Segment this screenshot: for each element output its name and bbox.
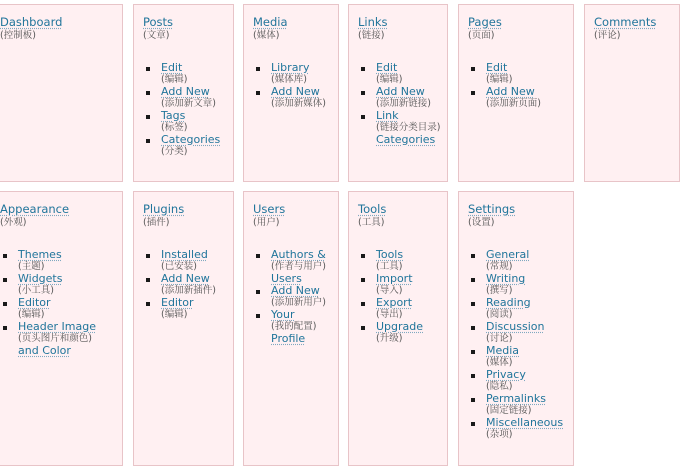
submenu-item-users-your — [256, 309, 326, 345]
submenu-cn-label: (升级) — [376, 333, 403, 344]
menu-appearance-cn-label: (外观) — [0, 217, 27, 228]
submenu-item-appearance-themes — [3, 249, 96, 273]
submenu-item-settings-privacy — [471, 369, 563, 393]
submenu-item-pages-add-new — [471, 86, 541, 110]
submenu-users — [256, 249, 326, 345]
submenu-link-edit[interactable]: Edit — [486, 61, 508, 74]
submenu-cn-label: (编辑) — [161, 74, 188, 85]
submenu-cn-label: (媒体) — [486, 357, 513, 368]
menu-comments-cn-label: (评论) — [594, 30, 621, 41]
submenu-plugins — [146, 249, 216, 321]
menu-posts-cn-label: (文章) — [143, 30, 170, 41]
menu-card-links — [348, 4, 448, 182]
submenu-link-permalinks[interactable]: Permalinks — [486, 392, 546, 405]
submenu-item-settings-writing — [471, 273, 563, 297]
menu-links-cn-label: (链接) — [358, 30, 385, 41]
submenu-link-miscellaneous[interactable]: Miscellaneous — [486, 416, 564, 429]
submenu-cn-label: (链接分类目录) — [376, 122, 441, 133]
submenu-link-header-image[interactable]: Header Image — [18, 320, 96, 333]
submenu-cn-label: (编辑) — [486, 74, 513, 85]
submenu-link-categories[interactable]: Categories — [161, 133, 221, 146]
submenu-item-settings-reading — [471, 297, 563, 321]
menu-card-tools — [348, 191, 448, 466]
submenu-item-tools-upgrade — [361, 321, 423, 345]
submenu-links — [361, 62, 440, 146]
submenu-cn-label: (添加新页面) — [486, 98, 541, 109]
submenu-media — [256, 62, 326, 110]
submenu-link-add-new[interactable]: Add New — [161, 85, 210, 98]
submenu-cn-label: (添加新链接) — [376, 98, 431, 109]
submenu-cn-label: (作者与用户) — [271, 261, 326, 272]
submenu-item-users-authors — [256, 249, 326, 285]
submenu-link-authors[interactable]: Authors & — [271, 248, 326, 261]
submenu-item-appearance-editor — [3, 297, 96, 321]
submenu-link-continuation[interactable]: Users — [271, 272, 302, 285]
submenu-item-links-add-new — [361, 86, 440, 110]
submenu-cn-label: (导出) — [376, 309, 403, 320]
submenu-link-editor[interactable]: Editor — [18, 296, 51, 309]
submenu-cn-label: (添加新媒体) — [271, 98, 326, 109]
submenu-link-installed[interactable]: Installed — [161, 248, 208, 261]
submenu-link-tools[interactable]: Tools — [376, 248, 404, 261]
submenu-appearance — [3, 249, 96, 357]
menu-card-dashboard — [0, 4, 123, 182]
submenu-link-reading[interactable]: Reading — [486, 296, 531, 309]
menu-pages-cn-label: (页面) — [468, 30, 495, 41]
submenu-item-tools-tools — [361, 249, 423, 273]
submenu-cn-label: (杂项) — [486, 429, 513, 440]
submenu-cn-label: (分类) — [161, 146, 188, 157]
menu-media-link[interactable]: Media — [253, 15, 288, 29]
submenu-cn-label: (工具) — [376, 261, 403, 272]
submenu-cn-label: (撰写) — [486, 285, 513, 296]
submenu-cn-label: (媒体库) — [271, 74, 307, 85]
menu-plugins-link[interactable]: Plugins — [143, 202, 185, 216]
submenu-cn-label: (添加新插件) — [161, 285, 216, 296]
submenu-link-upgrade[interactable]: Upgrade — [376, 320, 424, 333]
menu-dashboard-link[interactable]: Dashboard — [0, 15, 63, 29]
menu-tools-link[interactable]: Tools — [358, 202, 387, 216]
submenu-cn-label: (隐私) — [486, 381, 513, 392]
submenu-cn-label: (编辑) — [18, 309, 45, 320]
submenu-item-pages-edit — [471, 62, 541, 86]
submenu-item-plugins-installed — [146, 249, 216, 273]
submenu-link-add-new[interactable]: Add New — [271, 284, 320, 297]
submenu-link-editor[interactable]: Editor — [161, 296, 194, 309]
menu-posts-link[interactable]: Posts — [143, 15, 174, 29]
menu-appearance-link[interactable]: Appearance — [0, 202, 70, 216]
menu-card-pages — [458, 4, 574, 182]
submenu-item-appearance-widgets — [3, 273, 96, 297]
submenu-item-settings-permalinks — [471, 393, 563, 417]
menu-card-settings — [458, 191, 574, 466]
menu-settings-link[interactable]: Settings — [468, 202, 516, 216]
menu-tools-cn-label: (工具) — [358, 217, 385, 228]
submenu-item-settings-miscellaneous — [471, 417, 563, 441]
submenu-tools — [361, 249, 423, 345]
submenu-item-media-add-new — [256, 86, 326, 110]
submenu-link-tags[interactable]: Tags — [161, 109, 186, 122]
submenu-cn-label: (主题) — [18, 261, 45, 272]
submenu-item-appearance-header-image — [3, 321, 96, 357]
submenu-link-link[interactable]: Link — [376, 109, 399, 122]
submenu-cn-label: (我的配置) — [271, 321, 317, 332]
submenu-link-add-new[interactable]: Add New — [271, 85, 320, 98]
submenu-item-posts-tags — [146, 110, 220, 134]
submenu-item-settings-general — [471, 249, 563, 273]
submenu-link-themes[interactable]: Themes — [18, 248, 62, 261]
submenu-link-add-new[interactable]: Add New — [376, 85, 425, 98]
submenu-link-export[interactable]: Export — [376, 296, 413, 309]
menu-card-users — [243, 191, 339, 466]
submenu-item-posts-edit — [146, 62, 220, 86]
submenu-item-links-edit — [361, 62, 440, 86]
submenu-cn-label: (导入) — [376, 285, 403, 296]
submenu-cn-label: (小工具) — [18, 285, 54, 296]
submenu-cn-label: (标签) — [161, 122, 188, 133]
submenu-cn-label: (已安装) — [161, 261, 197, 272]
submenu-cn-label: (讨论) — [486, 333, 513, 344]
menu-card-media — [243, 4, 339, 182]
submenu-pages — [471, 62, 541, 110]
menu-card-comments — [584, 4, 680, 182]
submenu-item-posts-add-new — [146, 86, 220, 110]
submenu-item-settings-discussion — [471, 321, 563, 345]
submenu-cn-label: (编辑) — [376, 74, 403, 85]
menu-comments-link[interactable]: Comments — [594, 15, 657, 29]
submenu-link-general[interactable]: General — [486, 248, 530, 261]
submenu-link-library[interactable]: Library — [271, 61, 310, 74]
submenu-cn-label: (固定链接) — [486, 405, 532, 416]
submenu-link-add-new[interactable]: Add New — [161, 272, 210, 285]
submenu-link-discussion[interactable]: Discussion — [486, 320, 545, 333]
submenu-link-continuation[interactable]: Categories — [376, 133, 436, 146]
menu-links-link[interactable]: Links — [358, 15, 388, 29]
submenu-link-widgets[interactable]: Widgets — [18, 272, 63, 285]
submenu-settings — [471, 249, 563, 441]
menu-plugins-cn-label: (插件) — [143, 217, 170, 228]
submenu-link-your[interactable]: Your — [271, 308, 295, 321]
menu-media-cn-label: (媒体) — [253, 30, 280, 41]
submenu-item-users-add-new — [256, 285, 326, 309]
submenu-item-media-library — [256, 62, 326, 86]
submenu-item-links-link — [361, 110, 440, 146]
menu-users-link[interactable]: Users — [253, 202, 286, 216]
submenu-cn-label: (常规) — [486, 261, 513, 272]
submenu-posts — [146, 62, 220, 158]
submenu-cn-label: (添加新文章) — [161, 98, 216, 109]
submenu-link-privacy[interactable]: Privacy — [486, 368, 526, 381]
menu-card-posts — [133, 4, 234, 182]
menu-card-appearance — [0, 191, 123, 466]
submenu-item-settings-media — [471, 345, 563, 369]
submenu-item-plugins-editor — [146, 297, 216, 321]
submenu-item-posts-categories — [146, 134, 220, 158]
submenu-item-plugins-add-new — [146, 273, 216, 297]
menu-pages-link[interactable]: Pages — [468, 15, 502, 29]
submenu-link-edit[interactable]: Edit — [376, 61, 398, 74]
submenu-link-media[interactable]: Media — [486, 344, 520, 357]
menu-settings-cn-label: (设置) — [468, 217, 495, 228]
submenu-link-edit[interactable]: Edit — [161, 61, 183, 74]
menu-users-cn-label: (用户) — [253, 217, 280, 228]
menu-dashboard-cn-label: (控制板) — [0, 30, 36, 41]
submenu-link-add-new[interactable]: Add New — [486, 85, 535, 98]
submenu-link-continuation[interactable]: Profile — [271, 332, 306, 345]
submenu-link-import[interactable]: Import — [376, 272, 413, 285]
submenu-item-tools-import — [361, 273, 423, 297]
submenu-cn-label: (编辑) — [161, 309, 188, 320]
submenu-cn-label: (添加新用户) — [271, 297, 326, 308]
submenu-cn-label: (页头图片和颜色) — [18, 333, 92, 344]
submenu-cn-label: (阅读) — [486, 309, 513, 320]
menu-card-plugins — [133, 191, 234, 466]
submenu-link-continuation[interactable]: and Color — [18, 344, 71, 357]
submenu-item-tools-export — [361, 297, 423, 321]
submenu-link-writing[interactable]: Writing — [486, 272, 526, 285]
